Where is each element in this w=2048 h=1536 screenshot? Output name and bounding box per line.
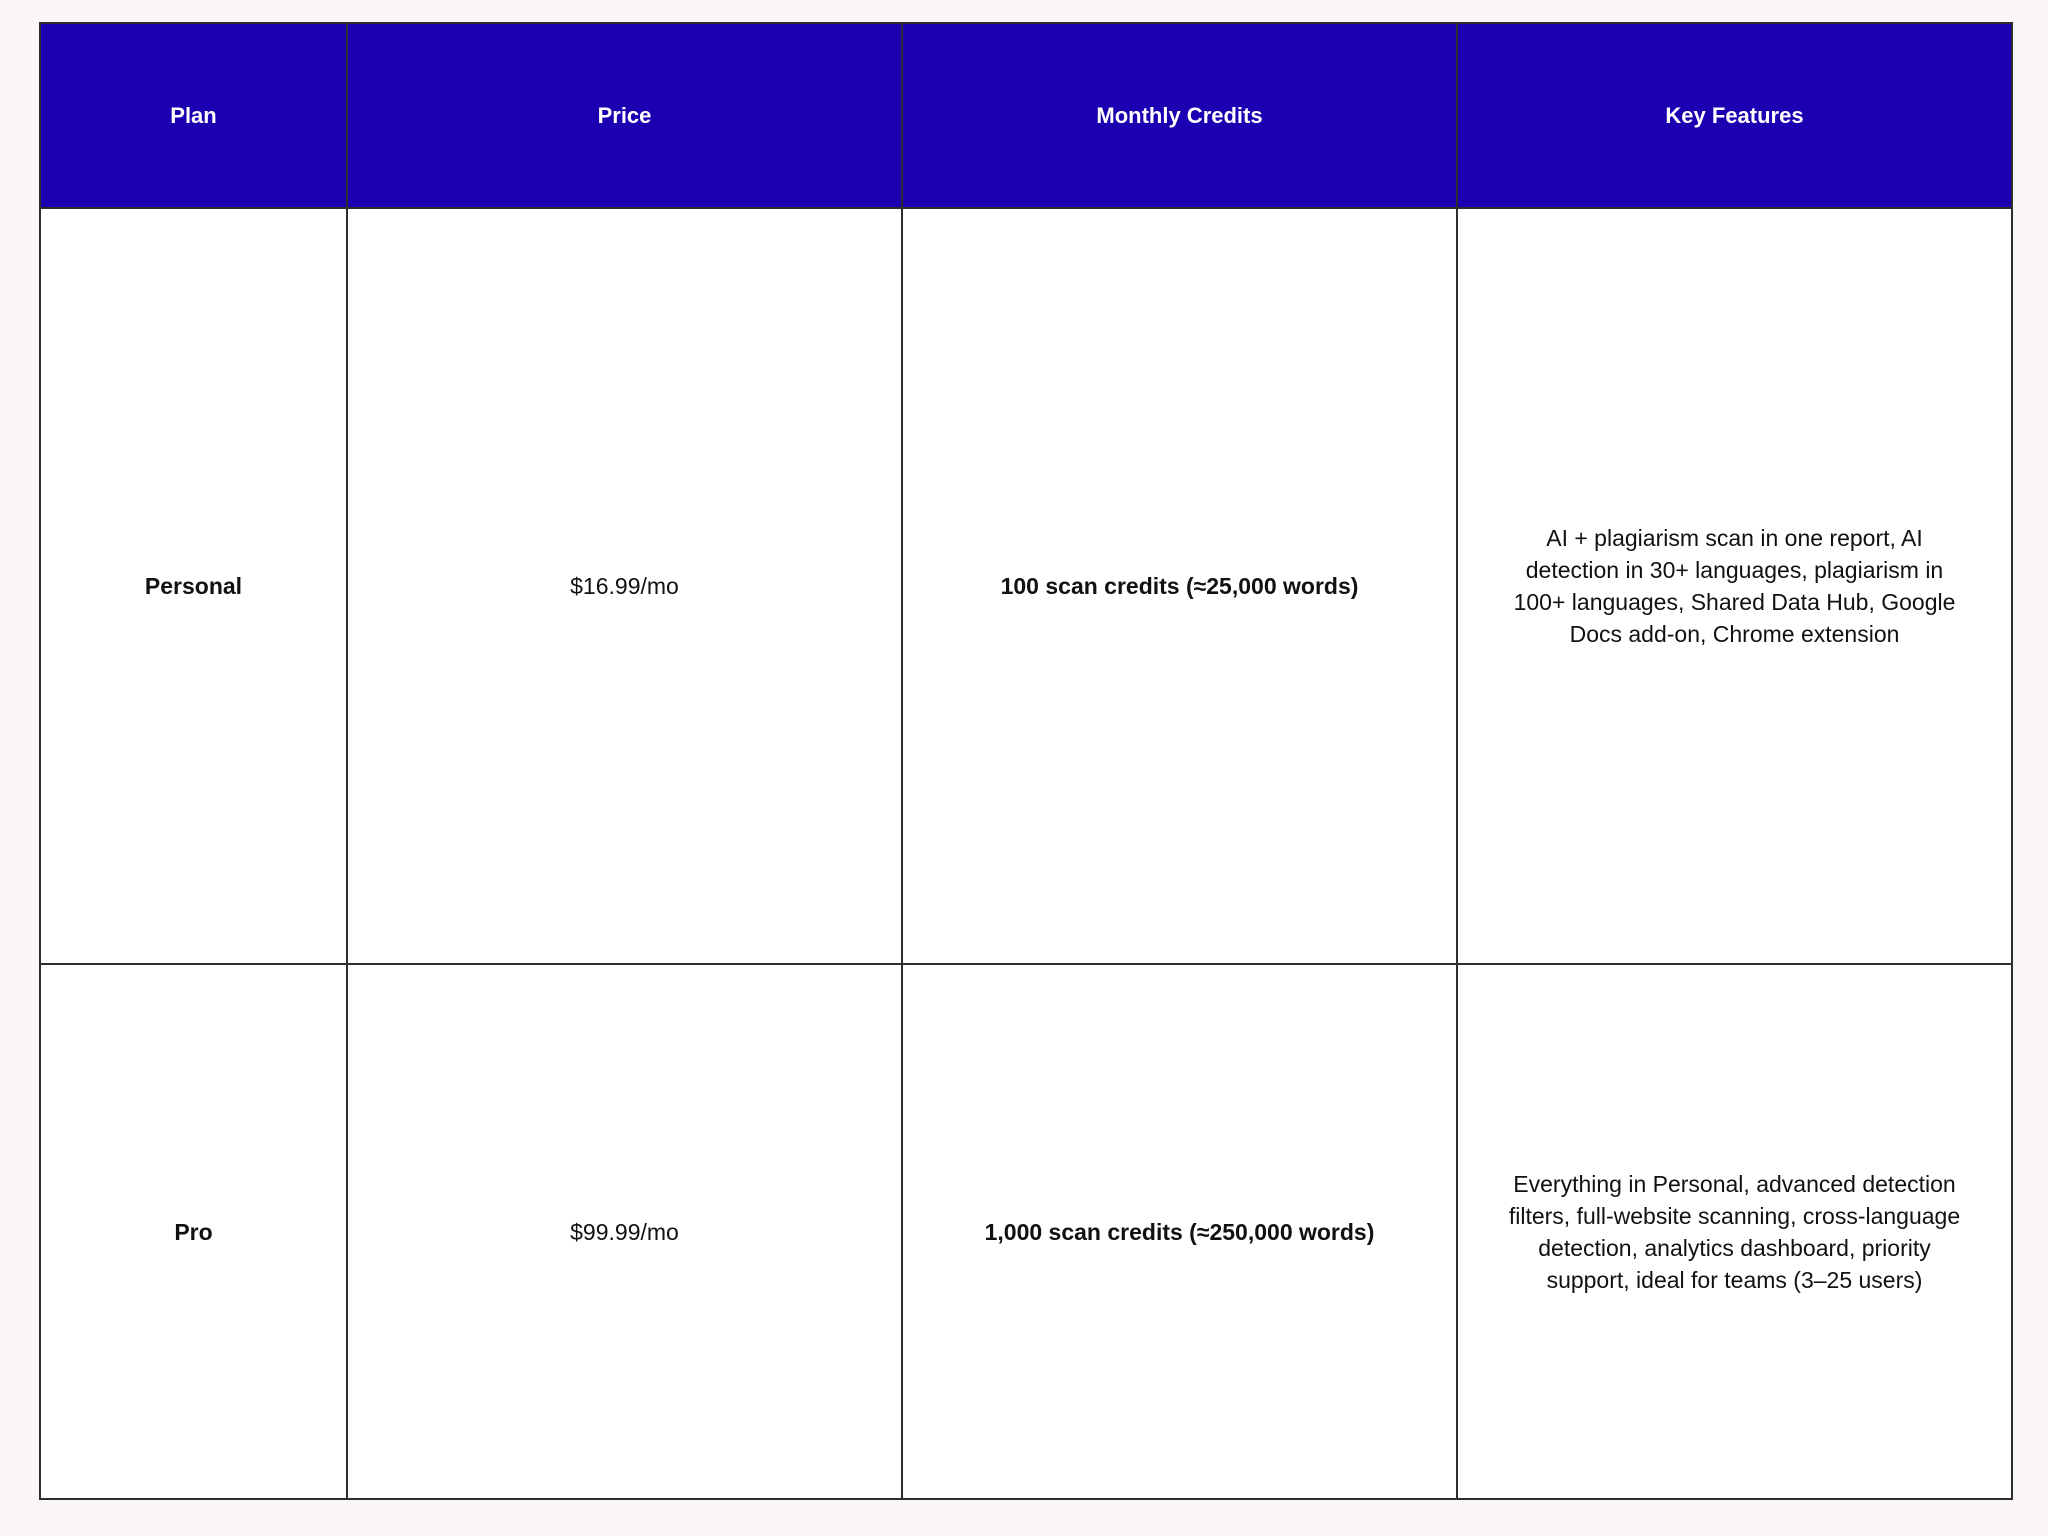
table-row xyxy=(40,964,2012,1499)
header-row xyxy=(40,23,2012,208)
header-price: Price xyxy=(347,23,902,208)
header-key-features: Key Features xyxy=(1457,23,2012,208)
pricing-comparison-table xyxy=(39,22,2013,1500)
table-header xyxy=(40,23,2012,208)
plan-name-cell: Pro xyxy=(40,964,347,1499)
header-plan: Plan xyxy=(40,23,347,208)
header-monthly-credits: Monthly Credits xyxy=(902,23,1457,208)
key-features-cell: AI + plagiarism scan in one report, AI detection in 30+ languages, plagiarism in 100+ languages, Shared Data Hub, Google Docs add-on, Chrome extension xyxy=(1457,208,2012,964)
plan-name-cell: Personal xyxy=(40,208,347,964)
monthly-credits-cell: 1,000 scan credits (≈250,000 words) xyxy=(902,964,1457,1499)
key-features-cell: Everything in Personal, advanced detection filters, full-website scanning, cross-language detection, analytics dashboard, priority support, ideal for teams (3–25 users) xyxy=(1457,964,2012,1499)
monthly-credits-cell: 100 scan credits (≈25,000 words) xyxy=(902,208,1457,964)
price-cell: $16.99/mo xyxy=(347,208,902,964)
table-body xyxy=(40,208,2012,1499)
price-cell: $99.99/mo xyxy=(347,964,902,1499)
table-row xyxy=(40,208,2012,964)
